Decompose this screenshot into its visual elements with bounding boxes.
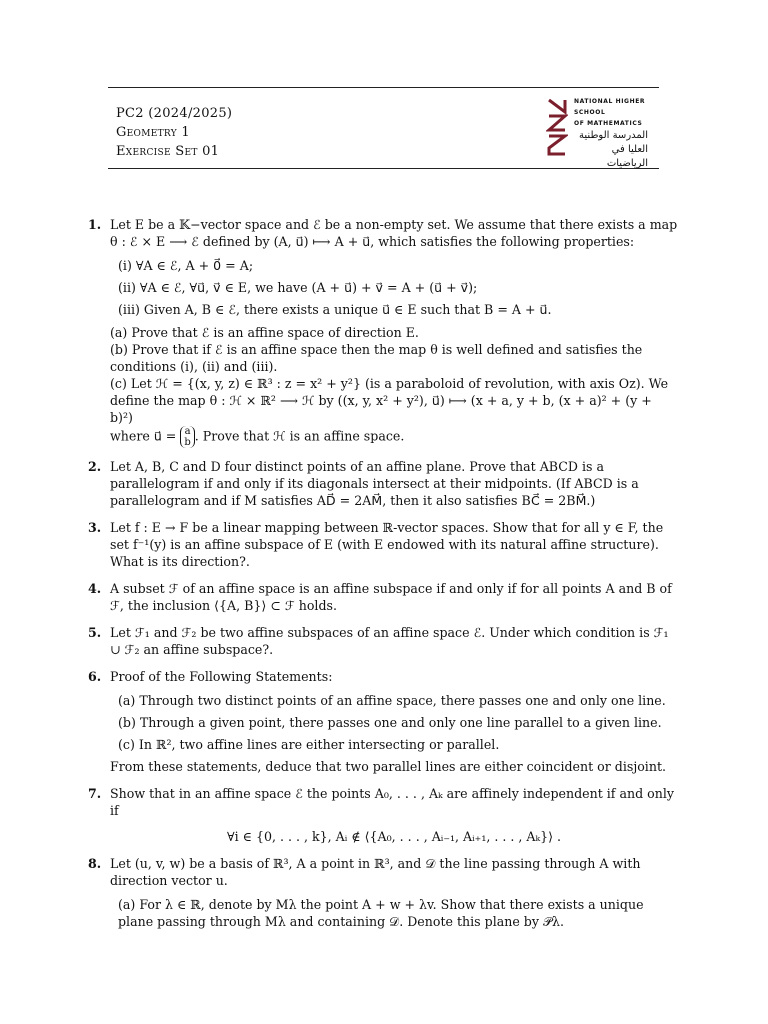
exercise-text: Show that in an affine space ℰ the points A₀, . . . , Aₖ are affinely independent if and only if: [110, 786, 674, 818]
display-formula: ∀i ∈ {0, . . . , k}, Aᵢ ∉ ⟨{A₀, . . . , Aᵢ₋₁, Aᵢ₊₁, . . . , Aₖ}⟩ .: [226, 829, 562, 844]
part-c-continued: [110, 426, 678, 448]
logo-name-ar-2: العليا في الرياضيات: [606, 144, 648, 169]
exercise-text: Let ℱ₁ and ℱ₂ be two affine subspaces of an affine space ℰ. Under which condition is ℱ₁ ∪ ℱ₂ an affine subspace?.: [110, 625, 669, 657]
exercise-text: Let f : E → F be a linear mapping between ℝ-vector spaces. Show that for all y ∈ F, the set f⁻¹(y) is an affine subspace of E (with E endowed with its natural affine structure). What is its direction?.: [110, 520, 664, 569]
vector-entry-a: a: [184, 426, 191, 437]
header-info: [116, 104, 232, 161]
statement-item: (c) In ℝ², two affine lines are either intersecting or parallel.: [118, 737, 500, 752]
exercise-6: [88, 668, 678, 775]
logo-name-en-1: NATIONAL HIGHER SCHOOL: [574, 98, 646, 116]
statement-item: (a) Through two distinct points of an affine space, there passes one and only one line.: [118, 693, 666, 708]
part-c-where: where u⃗ =: [110, 428, 177, 444]
logo-name-en-2: OF MATHEMATICS: [574, 120, 643, 127]
logo-name-ar-1: المدرسة الوطنية: [579, 130, 648, 141]
property-item: (iii) Given A, B ∈ ℰ, there exists a unique u⃗ ∈ E such that B = A + u⃗.: [118, 302, 552, 317]
exercise-text: Let A, B, C and D four distinct points of an affine plane. Prove that ABCD is a parallelogram if and only if its diagonals intersect at their midpoints. (If ABCD is a parallelogram and if M satisfies AD⃗ = 2AM⃗, then it also satisfies BC⃗ = 2BM⃗.): [110, 459, 639, 508]
property-item: (ii) ∀A ∈ ℰ, ∀u⃗, v⃗ ∈ E, we have (A + u⃗) + v⃗ = A + (u⃗ + v⃗);: [118, 280, 478, 295]
property-item: (i) ∀A ∈ ℰ, A + 0⃗ = A;: [118, 258, 254, 273]
property-list: [118, 257, 678, 318]
exercise-parts: [110, 324, 678, 448]
part-c: (c) Let ℋ = {(x, y, z) ∈ ℝ³ : z = x² + y²} (is a paraboloid of revolution, with axis Oz). We define the map θ : ℋ × ℝ² ⟶ ℋ by ((x, y, x² + y²), u⃗) ⟼ (x + a, y + b, (x + a)² + (y + b)²): [110, 376, 669, 425]
exercise-number: 2.: [88, 459, 102, 474]
exercise-text: Let E be a 𝕂−vector space and ℰ be a non-empty set. We assume that there exists a map θ : ℰ × E ⟶ ℰ defined by (A, u⃗) ⟼ A + u⃗, which satisfies the following properties:: [110, 217, 678, 249]
subject-label: Geometry 1: [116, 125, 190, 140]
column-vector: [180, 426, 194, 448]
exercise-number: 3.: [88, 520, 102, 535]
part-a: (a) Prove that ℰ is an affine space of direction E.: [110, 325, 419, 340]
exercise-2: [88, 458, 678, 509]
exercise-text: A subset ℱ of an affine space is an affine subspace if and only if for all points A and B of ℱ, the inclusion ⟨{A, B}⟩ ⊂ ℱ holds.: [110, 581, 672, 613]
part-b: (b) Prove that if ℰ is an affine space then the map θ is well defined and satisfies the conditions (i), (ii) and (iii).: [110, 342, 643, 374]
exercise-number: 1.: [88, 217, 102, 232]
exercise-number: 4.: [88, 581, 102, 596]
exercise-4: [88, 580, 678, 614]
exercise-text: Let (u, v, w) be a basis of ℝ³, A a point in ℝ³, and 𝒟 the line passing through A with direction vector u.: [110, 856, 641, 888]
school-logo-text: [574, 96, 656, 171]
exercise-number: 5.: [88, 625, 102, 640]
subquestion-a: (a) For λ ∈ ℝ, denote by Mλ the point A + w + λv. Show that there exists a unique plane passing through Mλ and containing 𝒟. Denote this plane by 𝒫λ.: [118, 897, 644, 929]
subquestion-list: [118, 896, 678, 930]
exercise-number: 8.: [88, 856, 102, 871]
statement-item: (b) Through a given point, there passes one and only one line parallel to a given line.: [118, 715, 662, 730]
exercise-1: [88, 216, 678, 448]
vector-entry-b: b: [184, 437, 191, 448]
exercise-8: [88, 855, 678, 930]
exercise-text: Proof of the Following Statements:: [110, 669, 333, 684]
course-label: PC2 (2024/2025): [116, 106, 233, 121]
exercise-7: [88, 785, 678, 845]
exercise-set-label: Exercise Set 01: [116, 144, 220, 159]
header-top-rule: [108, 87, 659, 88]
exercise-number: 6.: [88, 669, 102, 684]
exercise-number: 7.: [88, 786, 102, 801]
exercise-conclusion: From these statements, deduce that two parallel lines are either coincident or disjoint.: [110, 759, 667, 774]
school-logo-icon: [546, 98, 568, 156]
exercise-5: [88, 624, 678, 658]
part-c-end: . Prove that ℋ is an affine space.: [194, 428, 405, 444]
statement-list: [118, 692, 678, 753]
school-logo: [546, 96, 656, 169]
exercise-3: [88, 519, 678, 570]
exercise-list: [88, 216, 678, 940]
